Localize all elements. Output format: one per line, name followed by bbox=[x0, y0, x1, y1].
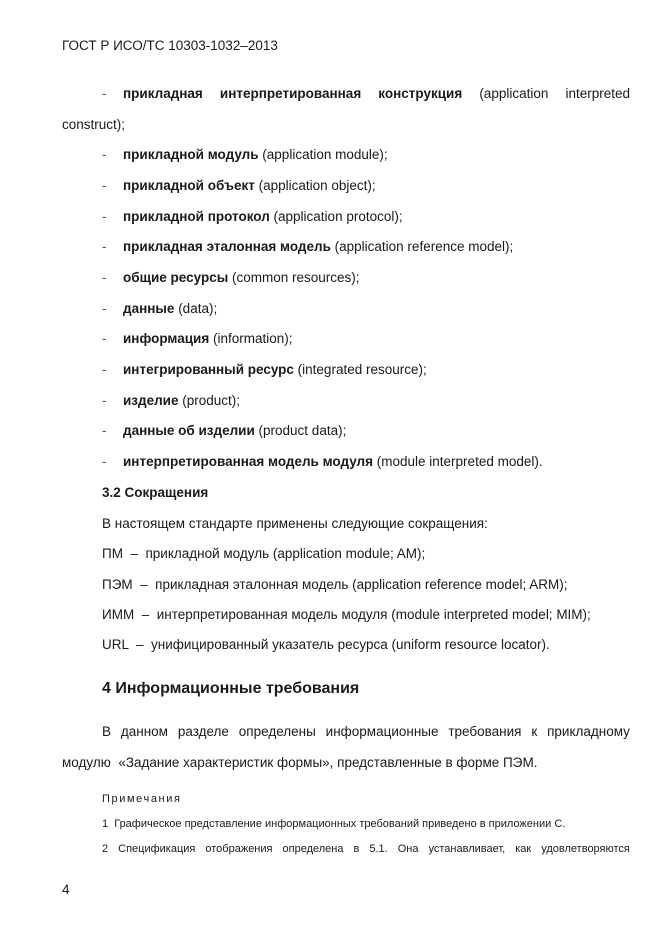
term-translation: (integrated resource); bbox=[293, 362, 427, 377]
term-translation: (application object); bbox=[254, 178, 376, 193]
list-dash: - bbox=[102, 86, 107, 101]
term-word: (application bbox=[479, 86, 549, 101]
abbreviation-line: URL – унифицированный указатель ресурса (uniform resource locator). bbox=[102, 637, 550, 652]
list-item: - прикладной протокол (application protocol); bbox=[102, 209, 403, 224]
abbreviation-line: ПМ – прикладной модуль (application module; AM); bbox=[102, 546, 426, 561]
term-name: прикладной объект bbox=[123, 178, 255, 193]
term-name: информация bbox=[123, 331, 210, 346]
list-item: - информация (information); bbox=[102, 331, 293, 346]
term-translation: (application reference model); bbox=[330, 239, 514, 254]
term-word: прикладная bbox=[123, 86, 203, 101]
first-term-line bbox=[102, 86, 630, 101]
term-translation: (product data); bbox=[254, 423, 347, 438]
term-name: интерпретированная модель модуля bbox=[123, 454, 374, 469]
term-word: конструкция bbox=[378, 86, 463, 101]
term-name: общие ресурсы bbox=[123, 270, 229, 285]
list-item: - интегрированный ресурс (integrated resource); bbox=[102, 362, 427, 377]
abbreviation-line: ПЭМ – прикладная эталонная модель (application reference model; ARM); bbox=[102, 577, 568, 592]
term-word: интерпретированная bbox=[219, 86, 362, 101]
first-term-continuation: construct); bbox=[62, 117, 126, 132]
term-name: данные об изделии bbox=[123, 423, 255, 438]
page-number: 4 bbox=[62, 882, 70, 897]
list-item: - данные об изделии (product data); bbox=[102, 423, 347, 438]
term-name: данные bbox=[123, 301, 175, 316]
section-paragraph-line: В данном разделе определены информационные требования к прикладному bbox=[102, 724, 630, 739]
term-translation: (module interpreted model). bbox=[373, 454, 543, 469]
term-name: прикладной протокол bbox=[123, 209, 270, 224]
term-name: прикладная эталонная модель bbox=[123, 239, 331, 254]
note-item: 1 Графическое представление информационных требований приведено в приложении С. bbox=[102, 818, 566, 830]
term-translation: (information); bbox=[209, 331, 293, 346]
list-item: - данные (data); bbox=[102, 301, 218, 316]
list-item: - общие ресурсы (common resources); bbox=[102, 270, 360, 285]
document-header: ГОСТ Р ИСО/ТС 10303-1032–2013 bbox=[62, 38, 278, 53]
term-translation: (application protocol); bbox=[269, 209, 403, 224]
term-translation: (data); bbox=[174, 301, 218, 316]
term-name: интегрированный ресурс bbox=[123, 362, 294, 377]
list-item: - интерпретированная модель модуля (module interpreted model). bbox=[102, 454, 543, 469]
term-word: interpreted bbox=[565, 86, 630, 101]
notes-title: Примечания bbox=[102, 793, 182, 805]
list-item: - прикладной модуль (application module); bbox=[102, 147, 388, 162]
abbreviations-intro: В настоящем стандарте применены следующие сокращения: bbox=[102, 516, 488, 531]
term-translation: (common resources); bbox=[228, 270, 360, 285]
abbreviation-line: ИММ – интерпретированная модель модуля (module interpreted model; MIM); bbox=[102, 607, 591, 622]
list-item: - прикладная эталонная модель (application reference model); bbox=[102, 239, 514, 254]
term-name: изделие bbox=[123, 393, 179, 408]
list-item: - изделие (product); bbox=[102, 393, 241, 408]
term-translation: (application module); bbox=[258, 147, 388, 162]
abbreviations-heading: 3.2 Сокращения bbox=[102, 485, 209, 500]
note-item: 2 Спецификация отображения определена в 5.1. Она устанавливает, как удовлетворяются bbox=[102, 843, 630, 855]
section-heading: 4 Информационные требования bbox=[102, 680, 360, 697]
term-translation: (product); bbox=[178, 393, 241, 408]
section-paragraph-line: модулю «Задание характеристик формы», представленные в форме ПЭМ. bbox=[62, 755, 538, 770]
term-name: прикладной модуль bbox=[123, 147, 259, 162]
list-item: - прикладной объект (application object); bbox=[102, 178, 376, 193]
